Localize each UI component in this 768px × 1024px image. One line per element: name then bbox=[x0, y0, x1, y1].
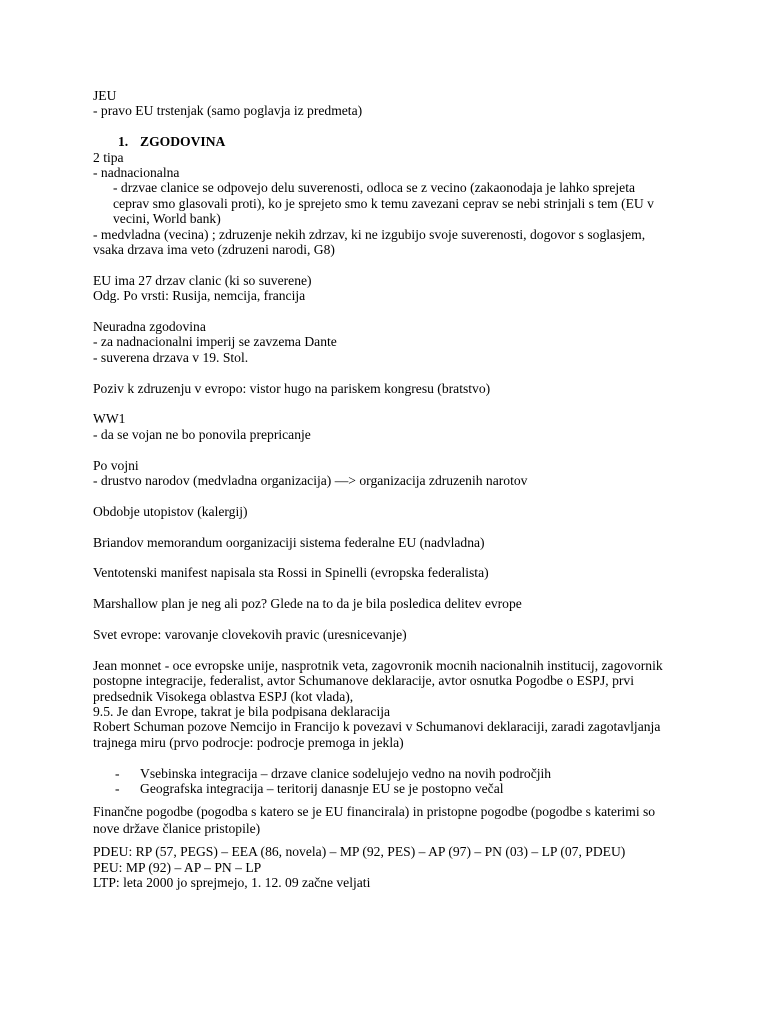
text-line: Odg. Po vrsti: Rusija, nemcija, francija bbox=[93, 288, 306, 304]
spacer bbox=[93, 837, 673, 844]
doc-subtitle: - pravo EU trstenjak (samo poglavja iz predmeta) bbox=[93, 103, 363, 119]
list-item-text: Geografska integracija – teritorij danasnje EU se je postopno večal bbox=[140, 781, 504, 797]
spacer bbox=[93, 796, 673, 803]
spacer bbox=[93, 750, 673, 765]
spacer bbox=[93, 119, 673, 134]
doc-title: JEU bbox=[93, 88, 117, 103]
text-line: - nadnacionalna bbox=[93, 165, 180, 181]
text-line: 2 tipa bbox=[93, 149, 124, 165]
text-line: - da se vojan ne bo ponovila prepricanje bbox=[93, 426, 311, 442]
paragraph: Robert Schuman pozove Nemcijo in Francijo k povezavi v Schumanovi deklaraciji, zaradi zagotavljanja trajnega miru (prvo podrocje: podrocje premoga in jekla) bbox=[93, 719, 661, 750]
text-line: - suverena drzava v 19. Stol. bbox=[93, 349, 249, 365]
paragraph: Jean monnet - oce evropske unije, nasprotnik veta, zagovronik mocnih nacionalnih institucij, zagovornik postopne integracije, federalist, avtor Schumanove deklaracije, avtor osnutka Pogodbe o ESPJ, prvi predsednik Visokega oblastva ESPJ (kot vlada), bbox=[93, 657, 663, 704]
section-heading bbox=[93, 134, 673, 149]
text-line: WW1 bbox=[93, 411, 126, 427]
text-line: Po vojni bbox=[93, 457, 139, 473]
text-line: Obdobje utopistov (kalergij) bbox=[93, 503, 248, 519]
spacer bbox=[93, 257, 673, 272]
text-line: Svet evrope: varovanje clovekovih pravic (uresnicevanje) bbox=[93, 627, 407, 643]
text-line: EU ima 27 drzav clanic (ki so suverene) bbox=[93, 272, 312, 288]
spacer bbox=[93, 581, 673, 596]
spacer bbox=[93, 612, 673, 627]
text-line: PEU: MP (92) – AP – PN – LP bbox=[93, 859, 262, 875]
bullet-dash: - bbox=[115, 765, 120, 781]
section-number: 1. bbox=[118, 134, 129, 150]
spacer bbox=[93, 642, 673, 657]
text-line: Briandov memorandum oorganizaciji sistema federalne EU (nadvladna) bbox=[93, 534, 485, 550]
list-item-text: Vsebinska integracija – drzave clanice sodelujejo vedno na novih področjih bbox=[140, 765, 552, 781]
list-item bbox=[93, 766, 673, 781]
text-line: - drustvo narodov (medvladna organizacija) —> organizacija zdruzenih narotov bbox=[93, 473, 528, 489]
section-title: ZGODOVINA bbox=[140, 134, 226, 150]
spacer bbox=[93, 442, 673, 457]
text-line: PDEU: RP (57, PEGS) – EEA (86, novela) – MP (92, PES) – AP (97) – PN (03) – LP (07, PDEU) bbox=[93, 844, 626, 860]
paragraph: Finančne pogodbe (pogodba s katero se je EU financirala) in pristopne pogodbe (pogodbe s katerimi so nove države članice pristopile) bbox=[93, 804, 656, 837]
indented-paragraph: - drzvae clanice se odpovejo delu suverenosti, odloca se z vecino (zakaonodaja je lahko sprejeta ceprav smo glasovali proti), ko je sprejeto smo k temu zavezani ceprav se nebi strinjali s tem (EU v vecini, World bank) bbox=[113, 180, 654, 227]
spacer bbox=[93, 550, 673, 565]
spacer bbox=[93, 396, 673, 411]
paragraph: - medvladna (vecina) ; zdruzenje nekih zdrzav, ki ne izgubijo svoje suverenosti, dogovor s soglasjem, vsaka drzava ima veto (zdruzeni narodi, G8) bbox=[93, 226, 646, 258]
text-line: LTP: leta 2000 jo sprejmejo, 1. 12. 09 začne veljati bbox=[93, 875, 371, 891]
spacer bbox=[93, 304, 673, 319]
text-line: 9.5. Je dan Evrope, takrat je bila podpisana deklaracija bbox=[93, 704, 391, 720]
spacer bbox=[93, 365, 673, 380]
text-line: Poziv k zdruzenju v evropo: vistor hugo na pariskem kongresu (bratstvo) bbox=[93, 380, 491, 396]
text-line: - za nadnacionalni imperij se zavzema Dante bbox=[93, 334, 337, 350]
spacer bbox=[93, 488, 673, 503]
text-line: Marshallow plan je neg ali poz? Glede na to da je bila posledica delitev evrope bbox=[93, 596, 522, 612]
spacer bbox=[93, 519, 673, 534]
document-body bbox=[93, 88, 673, 891]
bullet-dash: - bbox=[115, 781, 120, 797]
list-item bbox=[93, 781, 673, 796]
text-line: Neuradna zgodovina bbox=[93, 319, 206, 335]
text-line: Ventotenski manifest napisala sta Rossi in Spinelli (evropska federalista) bbox=[93, 565, 489, 581]
